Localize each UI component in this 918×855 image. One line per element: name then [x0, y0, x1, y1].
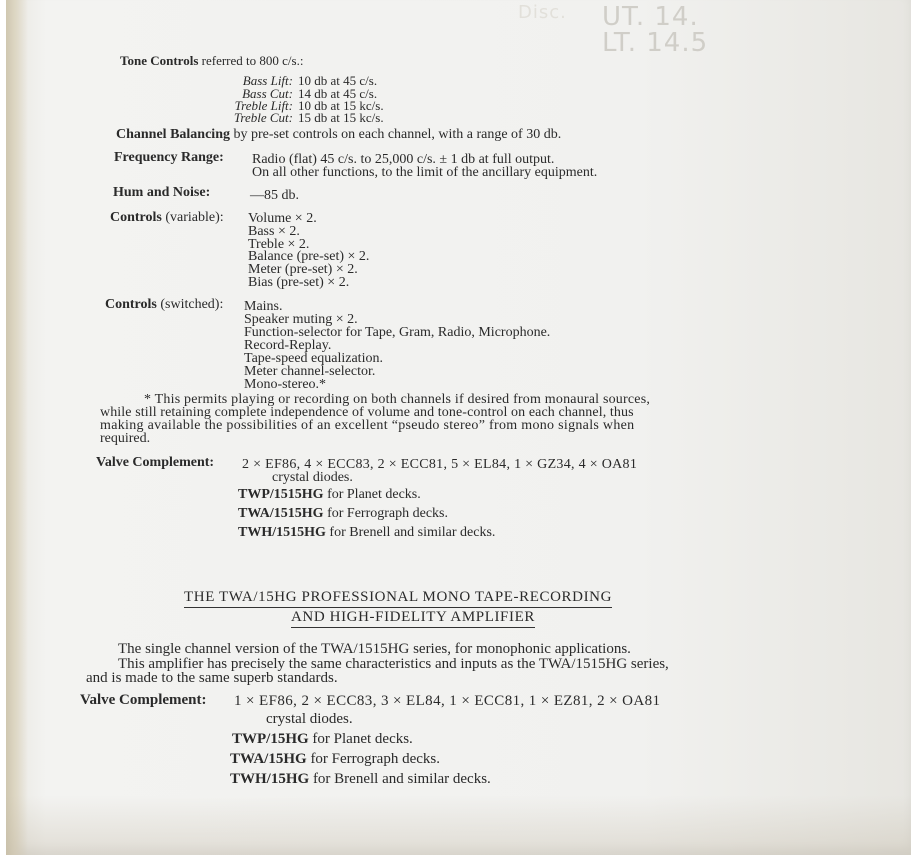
model-text: for Planet decks. — [312, 731, 413, 747]
control-item: Volume × 2. — [248, 211, 317, 226]
tone-row-value: 15 db at 15 kc/s. — [298, 110, 384, 125]
mono-para2b: and is made to the same superb standards. — [86, 670, 338, 686]
model-text: for Brenell and similar decks. — [312, 771, 491, 787]
footnote-line: while still retaining complete independence of volume and tone-control on each channel, thus — [100, 405, 634, 420]
control-item: Mains. — [244, 299, 283, 314]
model-line — [230, 751, 440, 767]
control-item: Mono-stereo.* — [244, 377, 327, 392]
control-item: Balance (pre-set) × 2. — [248, 249, 370, 264]
control-item: Tape-speed equalization. — [244, 351, 383, 366]
document-page — [6, 0, 911, 855]
model-code: TWP/15HG — [232, 731, 309, 747]
controls-switched-word: Controls — [105, 297, 157, 312]
valve-complement-label: Valve Complement: — [96, 455, 215, 470]
model-line — [238, 488, 421, 502]
mono-para1: The single channel version of the TWA/1515HG series, for monophonic applications. — [118, 641, 631, 657]
control-item: Function-selector for Tape, Gram, Radio, Microphone. — [244, 325, 551, 340]
model-line — [238, 507, 448, 521]
tone-row-name: Bass Lift: — [242, 73, 293, 88]
valve-complement-line1: 2 × EF86, 4 × ECC83, 2 × ECC81, 5 × EL84, 1 × GZ34, 4 × OA81 — [242, 457, 638, 472]
tone-row-name: Bass Cut: — [242, 86, 293, 101]
controls-switched-qualifier: (switched): — [160, 297, 224, 312]
model-code: TWP/1515HG — [238, 487, 324, 502]
controls-switched-label — [105, 298, 223, 312]
pencil-annotation-faint: Disc. — [518, 2, 567, 23]
footnote-line: required. — [100, 431, 151, 446]
control-item: Meter (pre-set) × 2. — [248, 262, 358, 277]
mono-valve-line1: 1 × EF86, 2 × ECC83, 3 × EL84, 1 × ECC81, 1 × EZ81, 2 × OA81 — [234, 693, 661, 709]
model-text: for Planet decks. — [327, 487, 421, 502]
frequency-range-line2: On all other functions, to the limit of the ancillary equipment. — [252, 165, 598, 180]
model-code: TWA/1515HG — [238, 506, 324, 521]
frequency-range-label: Frequency Range: — [114, 150, 224, 165]
model-code: TWA/15HG — [230, 751, 307, 767]
channel-balancing-text: by pre-set controls on each channel, with a range of 30 db. — [233, 127, 562, 142]
channel-balancing-line — [116, 128, 561, 142]
frequency-range-line1: Radio (flat) 45 c/s. to 25,000 c/s. ± 1 db at full output. — [252, 152, 555, 167]
control-item: Bias (pre-set) × 2. — [248, 275, 350, 290]
footnote-line: making available the possibilities of an excellent “pseudo stereo” from mono signals when — [100, 418, 635, 433]
controls-variable-label — [110, 211, 224, 225]
model-code: TWH/1515HG — [238, 525, 326, 540]
mono-section-heading-line2: AND HIGH-FIDELITY AMPLIFIER — [291, 609, 535, 628]
control-item: Bass × 2. — [248, 224, 300, 239]
pencil-annotation-2: LT. 14.5 — [602, 28, 709, 58]
model-text: for Ferrograph decks. — [310, 751, 440, 767]
controls-variable-qualifier: (variable): — [165, 210, 224, 225]
model-line — [230, 771, 491, 787]
mono-valve-line2: crystal diodes. — [266, 711, 353, 727]
mono-para2a: This amplifier has precisely the same characteristics and inputs as the TWA/1515HG series, — [118, 656, 669, 672]
control-item: Record-Replay. — [244, 338, 332, 353]
model-line — [238, 526, 495, 540]
channel-balancing-label: Channel Balancing — [116, 127, 230, 142]
tone-controls-line — [120, 54, 303, 68]
model-code: TWH/15HG — [230, 771, 310, 787]
tone-row-value: 10 db at 45 c/s. — [298, 73, 378, 88]
control-item: Speaker muting × 2. — [244, 312, 358, 327]
mono-valve-label: Valve Complement: — [80, 692, 207, 708]
control-item: Treble × 2. — [248, 237, 310, 252]
tone-controls-intro: referred to 800 c/s.: — [201, 53, 304, 68]
mono-section-heading-line1: THE TWA/15HG PROFESSIONAL MONO TAPE-RECORDING — [184, 589, 612, 608]
tone-row-value: 14 db at 45 c/s. — [298, 86, 378, 101]
valve-complement-line2: crystal diodes. — [272, 470, 353, 485]
page-bottom-shadow — [6, 795, 911, 855]
tone-row-name: Treble Cut: — [233, 110, 293, 125]
controls-variable-word: Controls — [110, 210, 162, 225]
model-text: for Ferrograph decks. — [327, 506, 448, 521]
hum-noise-value: —85 db. — [250, 188, 299, 203]
pencil-annotation-1: UT. 14. — [602, 2, 699, 32]
control-item: Meter channel-selector. — [244, 364, 376, 379]
tone-row-value: 10 db at 15 kc/s. — [298, 98, 384, 113]
page-edge-shadow — [6, 0, 28, 855]
model-text: for Brenell and similar decks. — [329, 525, 496, 540]
footnote-line: * This permits playing or recording on both channels if desired from monaural sources, — [144, 392, 651, 407]
tone-row-name: Treble Lift: — [234, 98, 293, 113]
model-line — [232, 731, 413, 747]
tone-controls-label: Tone Controls — [120, 53, 199, 68]
hum-noise-label: Hum and Noise: — [113, 185, 211, 200]
